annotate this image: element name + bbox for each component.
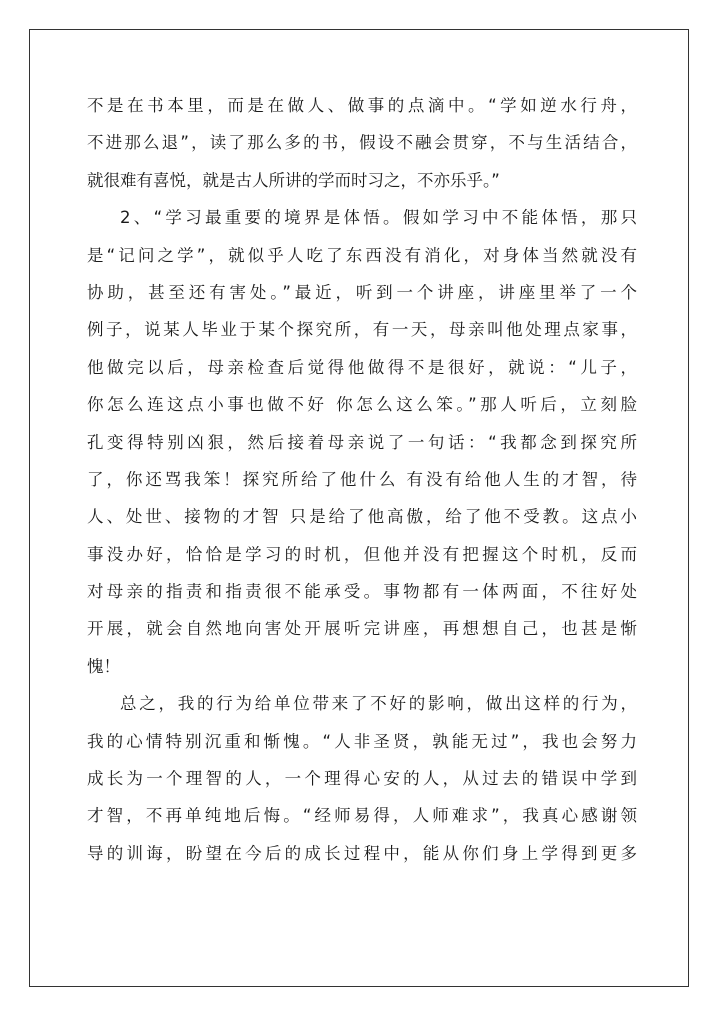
paragraph-3-line-3: 成长为一个理智的人，一个理得心安的人，从过去的错误中学到 bbox=[87, 769, 637, 789]
paragraph-2-line-1: 2、“学习最重要的境界是体悟。假如学习中不能体悟，那只 bbox=[120, 208, 637, 228]
paragraph-1-line-1: 不是在书本里，而是在做人、做事的点滴中。“学如逆水行舟， bbox=[87, 96, 637, 115]
paragraph-2-line-4: 例子，说某人毕业于某个探究所，有一天，母亲叫他处理点家事， bbox=[87, 320, 637, 340]
paragraph-2-line-7: 孔变得特别凶狠，然后接着母亲说了一句话：“我都念到探究所 bbox=[87, 432, 637, 452]
paragraph-2-line-6: 你怎么连这点小事也做不好 你怎么这么笨。”那人听后，立刻脸 bbox=[87, 395, 637, 415]
paragraph-3-line-2: 我的心情特别沉重和惭愧。“人非圣贤，孰能无过”，我也会努力 bbox=[87, 731, 637, 751]
paragraph-1-line-3: 就很难有喜悦，就是古人所讲的学而时习之，不亦乐乎。” bbox=[87, 170, 500, 190]
document-body bbox=[87, 87, 637, 872]
paragraph-3-line-5: 导的训诲，盼望在今后的成长过程中，能从你们身上学得到更多 bbox=[87, 843, 637, 863]
paragraph-2-line-2: 是“记问之学”，就似乎人吃了东西没有消化，对身体当然就没有 bbox=[87, 245, 637, 265]
paragraph-3-line-1: 总之，我的行为给单位带来了不好的影响，做出这样的行为， bbox=[120, 694, 637, 714]
paragraph-2-line-13: 愧！ bbox=[87, 656, 120, 676]
paragraph-2-line-9: 人、处世、接物的才智 只是给了他高傲，给了他不受教。这点小 bbox=[87, 507, 637, 527]
paragraph-2-line-3: 协助，甚至还有害处。”最近，听到一个讲座，讲座里举了一个 bbox=[87, 282, 637, 302]
paragraph-2-line-8: 了，你还骂我笨！探究所给了他什么 有没有给他人生的才智，待 bbox=[87, 469, 637, 489]
paragraph-2-line-5: 他做完以后，母亲检查后觉得他做得不是很好，就说：“儿子， bbox=[87, 357, 637, 377]
paragraph-1-line-2: 不进那么退”，读了那么多的书，假设不融会贯穿，不与生活结合， bbox=[87, 133, 637, 153]
paragraph-3-line-4: 才智，不再单纯地后悔。“经师易得，人师难求”，我真心感谢领 bbox=[87, 806, 637, 826]
paragraph-2-line-12: 开展，就会自然地向害处开展听完讲座，再想想自己，也甚是惭 bbox=[87, 619, 637, 639]
paragraph-2-line-11: 对母亲的指责和指责很不能承受。事物都有一体两面，不往好处 bbox=[87, 582, 637, 602]
paragraph-2-line-10: 事没办好，恰恰是学习的时机，但他并没有把握这个时机，反而 bbox=[87, 544, 637, 564]
